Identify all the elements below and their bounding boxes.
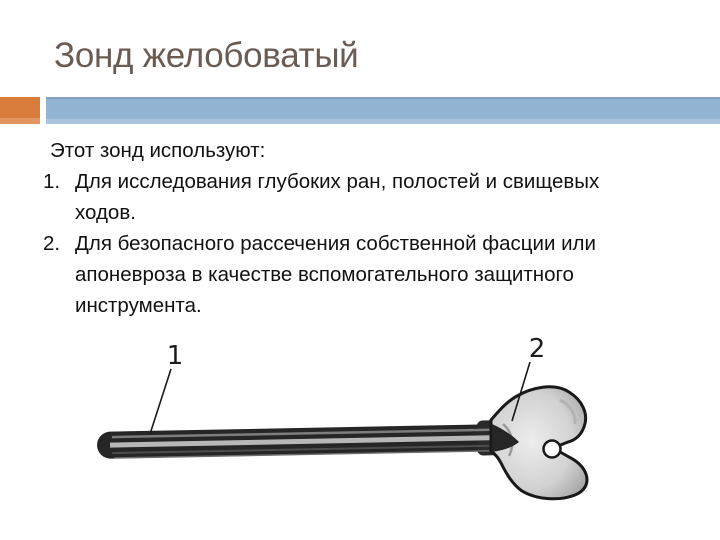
list-item-line: Для безопасного рассечения собственной фасции или [75,232,596,255]
body-text [43,135,668,321]
list-number: 1. [43,170,61,193]
probe-figure [0,328,720,540]
intro-line: Этот зонд используют: [50,139,266,162]
leader-line-1 [150,369,171,434]
list-number: 2. [43,232,61,255]
title-divider [0,97,720,124]
divider-orange-block [0,97,40,124]
divider-blue-bar [46,97,720,124]
list-item-line: Для исследования глубоких ран, полостей и свищевых [75,170,600,193]
list-item-line: инструмента. [75,294,202,317]
slide-title: Зонд желобоватый [54,36,359,75]
probe-handle [491,387,587,499]
handle-notch [544,441,561,458]
list-item-line: апоневроза в качестве вспомогательного защитного [75,263,574,286]
figure-label-2: 2 [528,334,546,364]
list-item-1 [43,166,668,228]
list-item-2 [43,228,668,321]
list-item-line: ходов. [75,201,136,224]
probe-shaft [97,420,504,463]
figure-label-1: 1 [166,341,184,371]
